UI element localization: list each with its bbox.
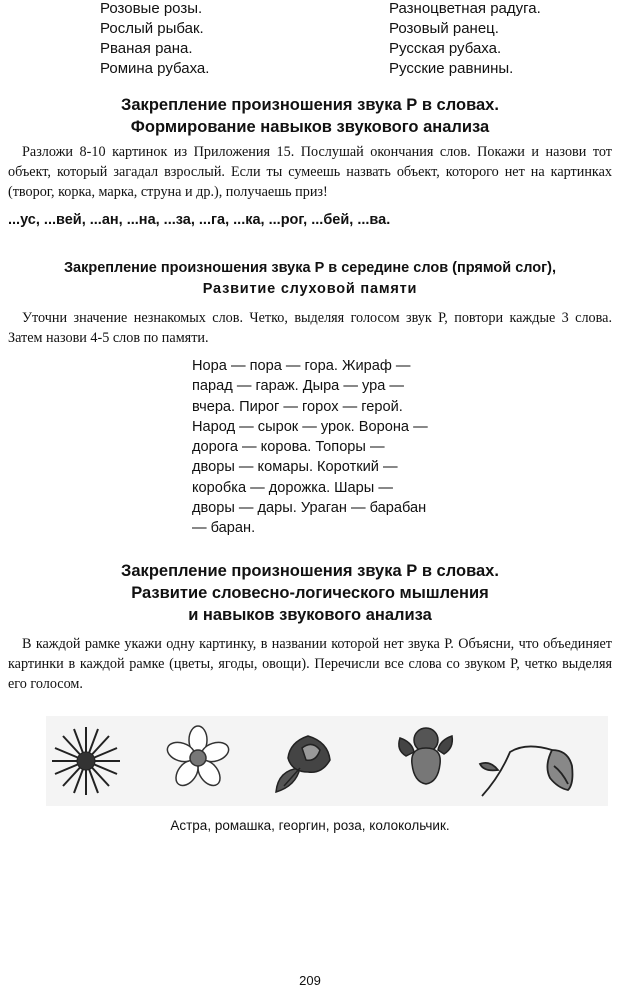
page-number: 209 bbox=[299, 973, 321, 988]
flowers-caption: Астра, ромашка, георгин, роза, колокольчик. bbox=[170, 818, 450, 833]
word-series-line: парад — гараж. Дыра — ура — bbox=[192, 378, 405, 395]
section3-heading-line2: Развитие словесно-логического мышления bbox=[131, 584, 489, 602]
section1-heading-line1: Закрепление произношения звука Р в словах. bbox=[121, 96, 499, 114]
section3-heading-line1: Закрепление произношения звука Р в словах. bbox=[121, 562, 499, 580]
section3-heading bbox=[0, 560, 620, 626]
word-series-line: — баран. bbox=[192, 520, 256, 537]
flower-illustrations bbox=[46, 716, 608, 806]
rose-picture bbox=[399, 728, 452, 784]
word-series-line: коробка — дорожка. Шары — bbox=[192, 479, 393, 496]
word-series-line: Нора — пора — гора. Жираф — bbox=[192, 358, 411, 374]
phrase-left-3: Рваная рана. bbox=[100, 40, 193, 57]
section1-heading bbox=[0, 94, 620, 138]
word-series-line: вчера. Пирог — горох — герой. bbox=[192, 398, 403, 415]
phrase-left-1: Розовые розы. bbox=[100, 0, 203, 17]
word-series-line: дворы — комары. Короткий — bbox=[192, 459, 398, 476]
phrase-right-3: Русская рубаха. bbox=[389, 40, 502, 57]
word-series-block bbox=[192, 356, 428, 539]
section3-paragraph: В каждой рамке укажи одну картинку, в названии которой нет звука Р. Объясни, что объединяет картинки в каждой рамке (цветы, ягоды, овощи). Перечисли все слова со звуком Р, четко выделяя его голосом. bbox=[8, 636, 612, 692]
word-series-line: Народ — сырок — урок. Ворона — bbox=[192, 418, 428, 435]
dahlia-picture bbox=[276, 736, 330, 792]
phrase-right-4: Русские равнины. bbox=[389, 60, 514, 77]
phrase-right-2: Розовый ранец. bbox=[389, 20, 499, 37]
section2-heading-line1: Закрепление произношения звука Р в середине слов (прямой слог), bbox=[63, 260, 557, 276]
word-series-line: дорога — корова. Топоры — bbox=[192, 439, 385, 456]
phrase-left-4: Ромина рубаха. bbox=[100, 60, 210, 77]
daisy-picture bbox=[165, 726, 231, 790]
word-endings: ...ус, ...вей, ...ан, ...на, ...за, ...га, ...ка, ...рог, ...бей, ...ва. bbox=[8, 212, 391, 228]
flowers-drawing bbox=[46, 716, 608, 806]
section2-paragraph: Уточни значение незнакомых слов. Четко, выделяя голосом звук Р, повтори каждые 3 слова. Затем назови 4-5 слов по памяти. bbox=[8, 310, 612, 346]
section2-heading-line2: Развитие слуховой памяти bbox=[202, 281, 418, 297]
section2-heading bbox=[0, 258, 620, 300]
section1-heading-line2: Формирование навыков звукового анализа bbox=[130, 118, 490, 136]
phrase-right-1: Разноцветная радуга. bbox=[389, 0, 541, 17]
phrase-left-2: Рослый рыбак. bbox=[100, 20, 204, 37]
aster-picture bbox=[52, 727, 120, 795]
section3-heading-line3: и навыков звукового анализа bbox=[188, 606, 432, 624]
section1-paragraph: Разложи 8-10 картинок из Приложения 15. Послушай окончания слов. Покажи и назови тот объект, который загадал взрослый. Если ты сумеешь назвать объект, которого нет на картинках (творог, корка, марка, струна и др.), получаешь приз! bbox=[8, 144, 612, 200]
bellflower-picture bbox=[480, 746, 573, 796]
word-series-line: дворы — дары. Ураган — барабан bbox=[192, 500, 427, 517]
